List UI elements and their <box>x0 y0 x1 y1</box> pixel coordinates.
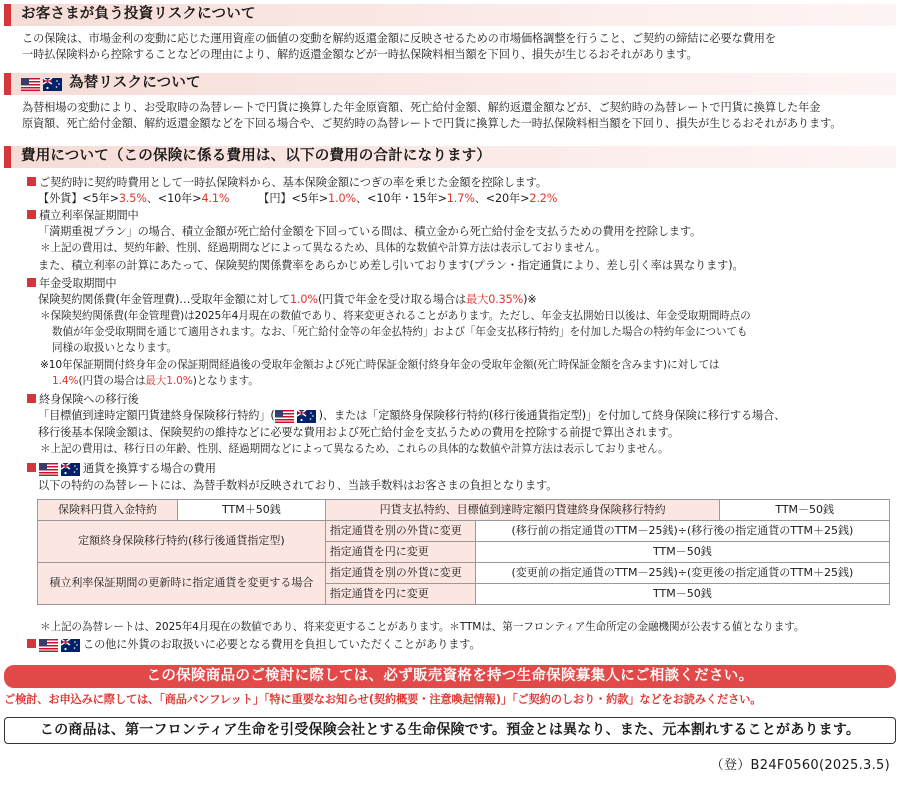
other-fees-line: この他に外貨のお取扱いに必要となる費用を負担していただくことがあります。 <box>27 637 481 652</box>
section-header-fees <box>4 146 896 168</box>
guarantee-heading: 積立利率保証期間中 <box>27 208 139 223</box>
table-cell: TTM＋50銭 <box>177 500 325 521</box>
header-accent-bar <box>4 4 11 26</box>
exchange-rate-table <box>37 499 890 605</box>
table-cell: 定額終身保険移行特約(移行後通貨指定型) <box>38 521 326 563</box>
bullet-square <box>27 639 36 648</box>
annuity-note: 数値が年金受取期間を通じて適用されます。なお、「死亡給付金等の年金払特約」および「年金支払移行特約」を付加した場合の特約年金についても <box>52 326 748 338</box>
exchange-line: 以下の特約の為替レートには、為替手数料が反映されており、当該手数料はお客さまの負担となります。 <box>38 479 558 492</box>
au-flag-icon <box>297 410 316 423</box>
table-cell: 指定通貨を円に変更 <box>325 584 475 605</box>
annuity-note: 同様の取扱いとなります。 <box>52 342 177 354</box>
whole-life-note: ＊上記の費用は、移行日の年齢、性別、経過期間などによって異なるため、これらの具体的な数値や計算方法は表示しておりません。 <box>40 443 669 455</box>
table-row <box>38 521 890 542</box>
whole-life-heading: 終身保険への移行後 <box>27 392 139 407</box>
bullet-square <box>27 210 36 219</box>
guarantee-line: 「満期重視プラン」の場合、積立金額が死亡給付金額を下回っている間は、積立金から死亡給付金を支払うための費用を控除します。 <box>38 225 702 238</box>
bullet-square <box>27 278 36 287</box>
table-row <box>38 563 890 584</box>
registration-number: （登）B24F0560(2025.3.5) <box>710 758 890 773</box>
exchange-heading: 通貨を換算する場合の費用 <box>27 461 216 476</box>
paragraph-line: 一時払保険料から控除することなどの理由により、解約返還金額などが一時払保険料相当額を下回り、損失が生じるおそれがあります。 <box>22 48 698 61</box>
section-title: 費用について（この保険に係る費用は、以下の費用の合計になります） <box>21 148 492 165</box>
guarantee-note: ＊上記の費用は、契約年齢、性別、経過期間などによって異なるため、具体的な数値や計算方法は表示しておりません。 <box>40 242 606 254</box>
au-flag-icon <box>61 463 80 476</box>
au-flag-icon <box>43 78 62 91</box>
table-cell: 指定通貨を円に変更 <box>325 542 475 563</box>
table-cell: 指定通貨を別の外貨に変更 <box>325 563 475 584</box>
bullet-square <box>27 463 36 472</box>
section-header-investment-risk <box>4 4 896 26</box>
annuity-note: 1.4%(円貨の場合は最大1.0%)となります。 <box>52 375 259 387</box>
paragraph-line: 為替相場の変動により、お受取時の為替レートで円貨に換算した年金原資額、死亡給付金額、解約返還金額などが、ご契約時の為替レートで円貨に換算した年金 <box>22 101 821 114</box>
contract-fee-heading: ご契約時に契約時費用として一時払保険料から、基本保険金額につぎの率を乗じた金額を控除します。 <box>27 175 547 190</box>
table-cell: 円貨支払特約、目標値到達時定額円貨建終身保険移行特約 <box>325 500 720 521</box>
consult-banner: この保険商品のご検討に際しては、必ず販売資格を持つ生命保険募集人にご相談ください。 <box>4 665 896 688</box>
au-flag-icon <box>61 639 80 652</box>
table-cell: TTM－50銭 <box>475 542 889 563</box>
table-cell: TTM－50銭 <box>475 584 889 605</box>
header-accent-bar <box>4 73 11 95</box>
paragraph-line: 原資額、死亡給付金額、解約返還金額などを下回る場合や、ご契約時の為替レートで円貨に換算した一時払保険料相当額を下回り、損失が生じるおそれがあります。 <box>22 117 842 130</box>
us-flag-icon <box>21 78 40 91</box>
us-flag-icon <box>39 463 58 476</box>
whole-life-line: 「目標値到達時定額円貨建終身保険移行特約」( )、または「定額終身保険移行特約(移行後通貨指定型)」を付加して終身保険に移行する場合、 <box>38 409 786 422</box>
paragraph-line: この保険は、市場金利の変動に応じた運用資産の価値の変動を解約返還金額に反映させるための市場価格調整を行うこと、ご契約の締結に必要な費用を <box>22 32 776 45</box>
table-cell: (変更前の指定通貨のTTM－25銭)÷(変更後の指定通貨のTTM＋25銭) <box>475 563 889 584</box>
bullet-square <box>27 177 36 186</box>
guarantee-line: また、積立利率の計算にあたって、保険契約関係費率をあらかじめ差し引いております(プラン・指定通貨により、差し引く率は異なります)。 <box>38 259 744 272</box>
table-cell: 保険料円貨入金特約 <box>38 500 178 521</box>
read-documents-notice: ご検討、お申込みに際しては、「商品パンフレット」「特に重要なお知らせ(契約概要・注意喚起情報)」「ご契約のしおり・約款」などをお読みください。 <box>4 693 762 706</box>
table-cell: (移行前の指定通貨のTTM－25銭)÷(移行後の指定通貨のTTM＋25銭) <box>475 521 889 542</box>
section-title: 為替リスクについて <box>69 75 201 92</box>
bullet-square <box>27 394 36 403</box>
table-cell: 積立利率保証期間の更新時に指定通貨を変更する場合 <box>38 563 326 605</box>
annuity-heading: 年金受取期間中 <box>27 276 116 291</box>
currency-flags <box>21 78 65 91</box>
us-flag-icon <box>39 639 58 652</box>
contract-fee-rates: 【外貨】<5年>3.5%、<10年>4.1% 【円】<5年>1.0%、<10年・15年>1.7%、<20年>2.2% <box>38 192 558 205</box>
header-accent-bar <box>4 146 11 168</box>
section-header-fx-risk <box>4 73 896 95</box>
annuity-note: ※10年保証期間付終身年金の保証期間経過後の受取年金額および死亡時保証金額付終身年金の受取年金額(死亡時保証金額を含みます)に対しては <box>40 359 720 371</box>
table-row <box>38 500 890 521</box>
table-cell: 指定通貨を別の外貨に変更 <box>325 521 475 542</box>
annuity-note: ＊保険契約関係費(年金管理費)は2025年4月現在の数値であり、将来変更されることがあります。ただし、年金支払開始日以後は、年金受取期間時点の <box>40 310 751 322</box>
annuity-fee-line: 保険契約関係費(年金管理費)…受取年金額に対して1.0%(円貨で年金を受け取る場合は最大0.35%)※ <box>38 293 537 306</box>
section-title: お客さまが負う投資リスクについて <box>21 6 256 23</box>
us-flag-icon <box>275 410 294 423</box>
exchange-note: ＊上記の為替レートは、2025年4月現在の数値であり、将来変更することがあります。＊TTMは、第一フロンティア生命所定の金融機関が公表する値となります。 <box>40 621 805 633</box>
table-cell: TTM－50銭 <box>720 500 890 521</box>
whole-life-line: 移行後基本保険金額は、保険契約の維持などに必要な費用および死亡給付金を支払うための費用を控除する前提で算出されます。 <box>38 426 680 439</box>
insurance-disclaimer-box: この商品は、第一フロンティア生命を引受保険会社とする生命保険です。預金とは異なり、また、元本割れすることがあります。 <box>4 717 896 744</box>
